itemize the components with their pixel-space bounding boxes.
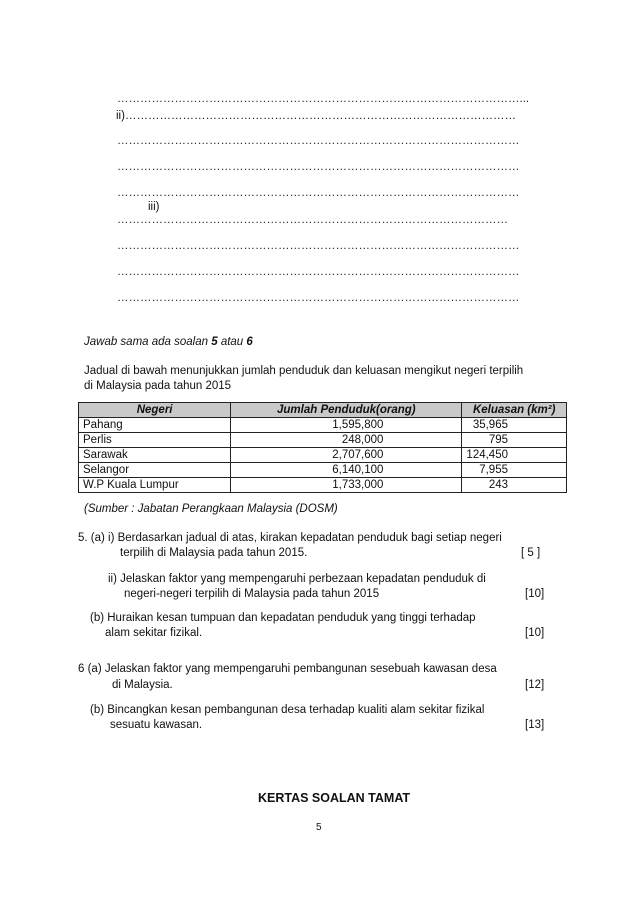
q6a-line1: 6 (a) Jelaskan faktor yang mempengaruhi pembangunan sesebuah kawasan desa	[78, 663, 497, 675]
end-of-paper-title: KERTAS SOALAN TAMAT	[258, 791, 411, 805]
answer-line-ii	[116, 110, 516, 122]
cell-area: 243	[462, 478, 567, 493]
cell-state: W.P Kuala Lumpur	[79, 478, 231, 493]
table-header-row	[79, 403, 567, 418]
population-table	[78, 402, 567, 493]
q5a-i-marks: [ 5 ]	[521, 547, 541, 559]
q6a-marks: [12]	[525, 679, 545, 691]
cell-population: 6,140,100	[231, 463, 462, 478]
cell-area: 124,450	[462, 448, 567, 463]
q6b-line1: (b) Bincangkan kesan pembangunan desa terhadap kualiti alam sekitar fizikal	[90, 704, 485, 716]
cell-area: 795	[462, 433, 567, 448]
cell-population: 1,733,000	[231, 478, 462, 493]
answer-line-1: ……………………………………………………………………………………………...	[117, 93, 530, 105]
answer-line-3: ……………………………………………………………………………………………	[117, 135, 520, 147]
header-penduduk: Jumlah Penduduk(orang)	[231, 403, 462, 418]
cell-state: Pahang	[79, 418, 231, 433]
q5b-marks: [10]	[525, 627, 545, 639]
q6a-line2: di Malaysia.	[112, 679, 173, 691]
table-row	[79, 463, 567, 478]
q5a-ii-line2: negeri-negeri terpilih di Malaysia pada tahun 2015	[124, 588, 380, 600]
cell-population: 248,000	[231, 433, 462, 448]
cell-population: 1,595,800	[231, 418, 462, 433]
q5a-ii-marks: [10]	[525, 588, 545, 600]
table-row	[79, 478, 567, 493]
q5b-line2: alam sekitar fizikal.	[105, 627, 203, 639]
header-negeri: Negeri	[79, 403, 231, 418]
instruction	[84, 336, 253, 348]
q6b-marks: [13]	[525, 719, 545, 731]
instruction-q6: 6	[246, 336, 253, 348]
cell-area: 35,965	[462, 418, 567, 433]
sub-label-ii: ii)	[116, 110, 125, 122]
answer-line-ii-dots: …………………………………………………………………………………………	[124, 110, 516, 122]
header-keluasan: Keluasan (km²)	[462, 403, 567, 418]
instruction-mid: atau	[217, 336, 247, 348]
instruction-q5: 5	[211, 336, 218, 348]
answer-line-4: ……………………………………………………………………………………………	[117, 161, 520, 173]
cell-state: Sarawak	[79, 448, 231, 463]
q5a-i-line2: terpilih di Malaysia pada tahun 2015.	[120, 547, 308, 559]
q5a-i-line1: 5. (a) i) Berdasarkan jadual di atas, kirakan kepadatan penduduk bagi setiap negeri	[78, 532, 502, 544]
q5b-line1: (b) Huraikan kesan tumpuan dan kepadatan penduduk yang tinggi terhadap	[90, 612, 476, 624]
table-source: (Sumber : Jabatan Perangkaan Malaysia (DOSM)	[84, 503, 338, 515]
sub-label-iii: iii)	[148, 201, 160, 213]
answer-line-5: ……………………………………………………………………………………………	[117, 187, 520, 199]
instruction-text: Jawab sama ada soalan	[84, 336, 212, 348]
cell-population: 2,707,600	[231, 448, 462, 463]
page-number: 5	[316, 822, 322, 833]
cell-state: Selangor	[79, 463, 231, 478]
q6b-line2: sesuatu kawasan.	[110, 719, 203, 731]
intro-line-2: di Malaysia pada tahun 2015	[84, 380, 232, 392]
answer-line-6: …………………………………………………………………………………………	[117, 214, 508, 226]
cell-area: 7,955	[462, 463, 567, 478]
table-row	[79, 433, 567, 448]
cell-state: Perlis	[79, 433, 231, 448]
answer-line-8: ……………………………………………………………………………………………	[117, 266, 520, 278]
table-row	[79, 448, 567, 463]
q5a-ii-line1: ii) Jelaskan faktor yang mempengaruhi perbezaan kepadatan penduduk di	[108, 573, 486, 585]
intro-line-1: Jadual di bawah menunjukkan jumlah penduduk dan keluasan mengikut negeri terpilih	[84, 365, 524, 377]
answer-line-7: ……………………………………………………………………………………………	[117, 240, 520, 252]
table-row	[79, 418, 567, 433]
answer-line-9: ……………………………………………………………………………………………	[117, 292, 520, 304]
